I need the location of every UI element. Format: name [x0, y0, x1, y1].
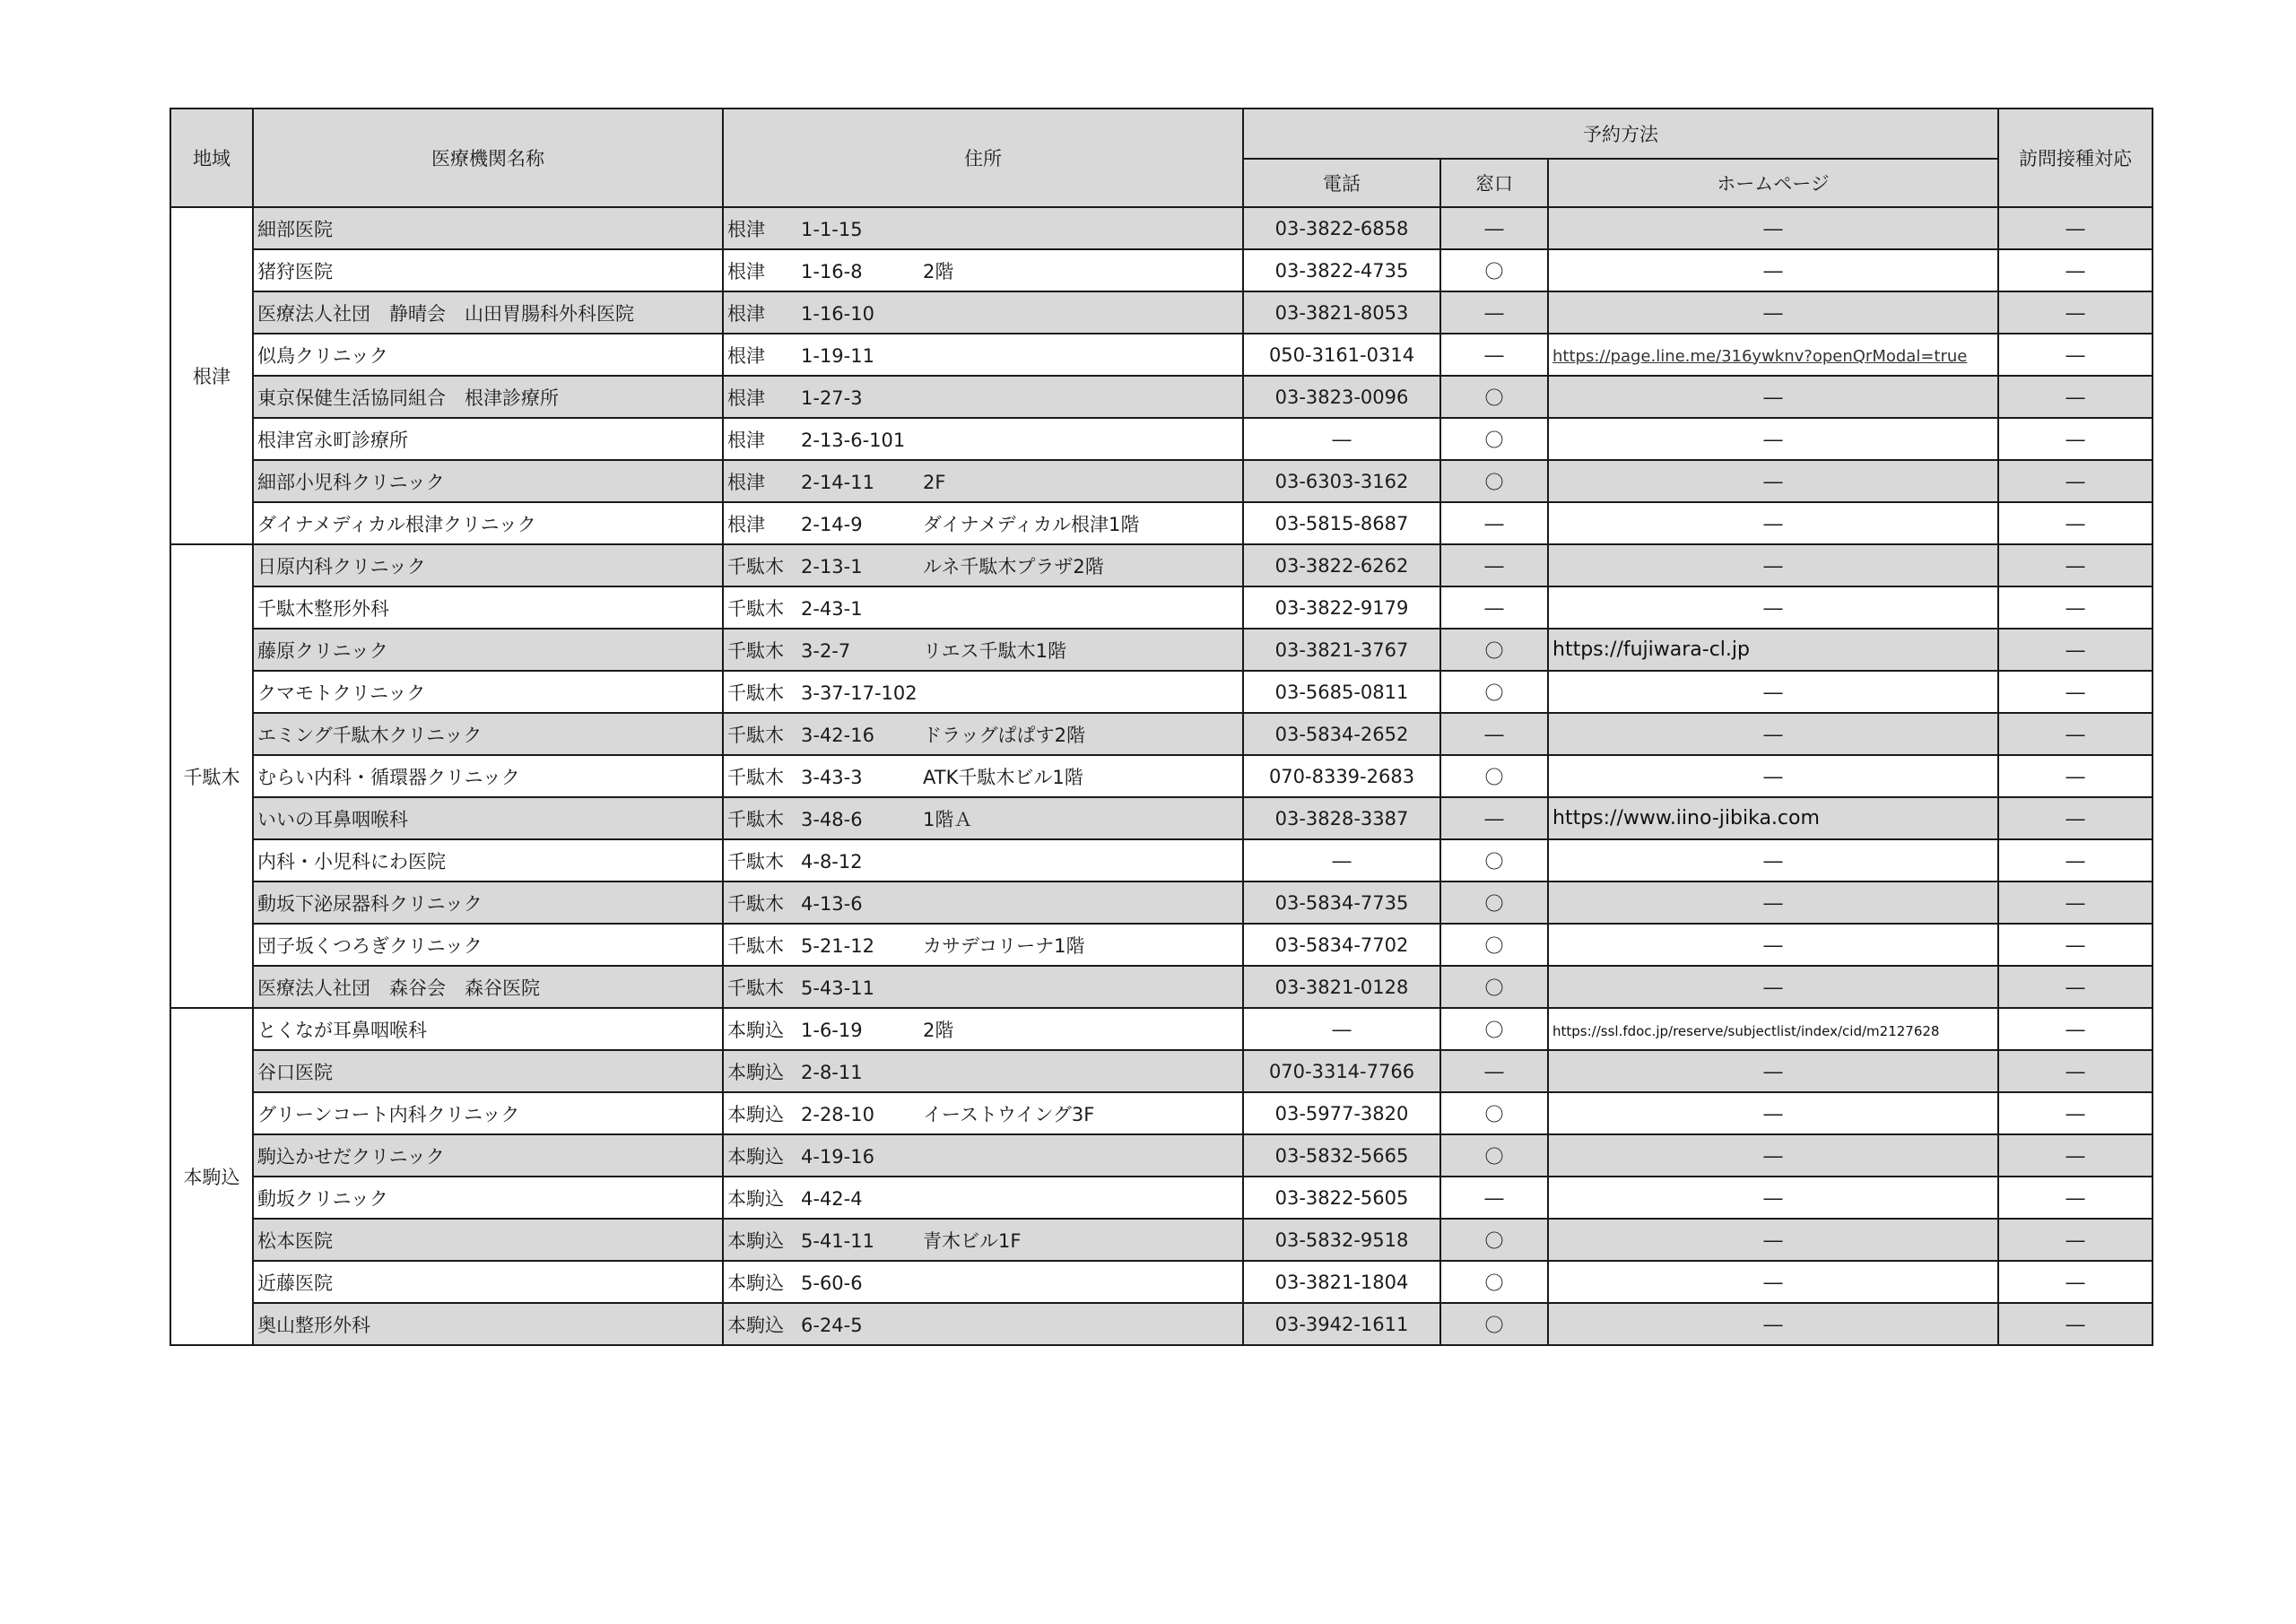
clinic-name: 動坂下泌尿器科クリニック [253, 881, 723, 924]
homepage-value: ― [1763, 1102, 1783, 1125]
address-number: 3-42-16 [801, 724, 874, 746]
clinic-name: グリーンコート内科クリニック [253, 1092, 723, 1134]
homepage-value: ― [1763, 681, 1783, 703]
table-row [170, 713, 2152, 755]
homepage-cell [1548, 544, 1998, 586]
phone-cell: 03-5815-8687 [1243, 502, 1440, 544]
homepage-cell [1548, 1050, 1998, 1092]
homepage-value: ― [1763, 470, 1783, 492]
counter-cell: 〇 [1440, 755, 1548, 797]
homepage-cell [1548, 1261, 1998, 1303]
home-visit-cell: ― [1998, 586, 2152, 629]
homepage-value: ― [1763, 1144, 1783, 1167]
clinic-address [723, 1008, 1243, 1050]
phone-cell: 03-5977-3820 [1243, 1092, 1440, 1134]
clinic-address [723, 881, 1243, 924]
table-row [170, 291, 2152, 334]
address-district: 千駄木 [727, 977, 784, 999]
phone-cell: 070-3314-7766 [1243, 1050, 1440, 1092]
homepage-cell [1548, 376, 1998, 418]
table-row [170, 376, 2152, 418]
clinic-address [723, 1177, 1243, 1219]
homepage-cell [1548, 249, 1998, 291]
home-visit-cell: ― [1998, 207, 2152, 249]
phone-cell: 03-5685-0811 [1243, 671, 1440, 713]
table-row [170, 502, 2152, 544]
header-home-visit: 訪問接種対応 [1998, 109, 2152, 207]
clinic-name: 東京保健生活協同組合 根津診療所 [253, 376, 723, 418]
address-number: 3-48-6 [801, 808, 863, 830]
homepage-cell [1548, 418, 1998, 460]
address-number: 4-42-4 [801, 1187, 863, 1210]
clinic-name: いいの耳鼻咽喉科 [253, 797, 723, 839]
table-row [170, 755, 2152, 797]
homepage-link[interactable]: https://page.line.me/316ywknv?openQrModal=true [1552, 346, 1968, 366]
counter-cell: ― [1440, 502, 1548, 544]
counter-cell: ― [1440, 207, 1548, 249]
phone-cell: ― [1243, 839, 1440, 881]
table-header [170, 109, 2152, 207]
homepage-value: ― [1763, 428, 1783, 450]
home-visit-cell: ― [1998, 249, 2152, 291]
clinic-address [723, 713, 1243, 755]
home-visit-cell: ― [1998, 755, 2152, 797]
clinic-address [723, 502, 1243, 544]
homepage-cell [1548, 671, 1998, 713]
homepage-cell [1548, 629, 1998, 671]
clinic-address [723, 207, 1243, 249]
homepage-value: ― [1763, 596, 1783, 619]
homepage-value: ― [1763, 765, 1783, 787]
address-district: 根津 [727, 302, 765, 325]
phone-cell: 03-3821-0128 [1243, 966, 1440, 1008]
clinic-address [723, 249, 1243, 291]
homepage-cell [1548, 334, 1998, 376]
home-visit-cell: ― [1998, 966, 2152, 1008]
table-row [170, 460, 2152, 502]
homepage-value: ― [1763, 259, 1783, 282]
address-number: 3-37-17-102 [801, 682, 918, 704]
clinic-name: 千駄木整形外科 [253, 586, 723, 629]
homepage-cell [1548, 207, 1998, 249]
counter-cell: 〇 [1440, 881, 1548, 924]
address-number: 6-24-5 [801, 1314, 863, 1336]
homepage-cell [1548, 713, 1998, 755]
homepage-link[interactable]: https://www.iino-jibika.com [1552, 807, 1820, 829]
clinic-name: 細部医院 [253, 207, 723, 249]
clinic-address [723, 1219, 1243, 1261]
clinic-name: 駒込かせだクリニック [253, 1134, 723, 1177]
home-visit-cell: ― [1998, 334, 2152, 376]
homepage-cell [1548, 586, 1998, 629]
clinic-address [723, 544, 1243, 586]
counter-cell: 〇 [1440, 629, 1548, 671]
address-number: 2-28-10 [801, 1103, 874, 1125]
homepage-value: ― [1763, 386, 1783, 408]
clinic-address [723, 586, 1243, 629]
address-district: 千駄木 [727, 934, 784, 957]
address-number: 5-43-11 [801, 977, 874, 999]
address-district: 本駒込 [727, 1103, 784, 1125]
table-row [170, 1134, 2152, 1177]
counter-cell: ― [1440, 586, 1548, 629]
address-district: 千駄木 [727, 555, 784, 578]
homepage-cell [1548, 966, 1998, 1008]
home-visit-cell: ― [1998, 544, 2152, 586]
clinic-name: 根津宮永町診療所 [253, 418, 723, 460]
address-building: ダイナメディカル根津1階 [923, 513, 1140, 535]
address-district: 千駄木 [727, 682, 784, 704]
clinic-name: 動坂クリニック [253, 1177, 723, 1219]
phone-cell: 03-5832-5665 [1243, 1134, 1440, 1177]
clinic-address [723, 291, 1243, 334]
home-visit-cell: ― [1998, 797, 2152, 839]
region-cell: 千駄木 [170, 544, 253, 1008]
home-visit-cell: ― [1998, 1303, 2152, 1345]
homepage-cell [1548, 755, 1998, 797]
clinic-name: 日原内科クリニック [253, 544, 723, 586]
table-row [170, 1261, 2152, 1303]
homepage-cell [1548, 502, 1998, 544]
phone-cell: 03-3822-6262 [1243, 544, 1440, 586]
phone-cell: 070-8339-2683 [1243, 755, 1440, 797]
address-district: 根津 [727, 386, 765, 409]
homepage-value: ― [1763, 1060, 1783, 1082]
phone-cell: 03-5832-9518 [1243, 1219, 1440, 1261]
address-building: 2階 [923, 1019, 954, 1041]
address-number: 5-60-6 [801, 1272, 863, 1294]
table-row [170, 1219, 2152, 1261]
home-visit-cell: ― [1998, 1219, 2152, 1261]
table-row [170, 249, 2152, 291]
phone-cell: ― [1243, 418, 1440, 460]
phone-cell: 03-3821-1804 [1243, 1261, 1440, 1303]
address-number: 2-14-9 [801, 513, 863, 535]
table-row [170, 966, 2152, 1008]
homepage-cell [1548, 1303, 1998, 1345]
homepage-value: ― [1763, 976, 1783, 998]
address-building: ドラッグぱぱす2階 [923, 724, 1085, 746]
home-visit-cell: ― [1998, 418, 2152, 460]
clinic-name: クマモトクリニック [253, 671, 723, 713]
header-region: 地域 [170, 109, 253, 207]
header-address: 住所 [723, 109, 1243, 207]
clinic-name: 団子坂くつろぎクリニック [253, 924, 723, 966]
phone-cell: 03-3821-3767 [1243, 629, 1440, 671]
clinic-address [723, 1261, 1243, 1303]
counter-cell: 〇 [1440, 1134, 1548, 1177]
clinic-address [723, 671, 1243, 713]
clinic-table [170, 108, 2153, 1346]
address-building: 2階 [923, 260, 954, 282]
clinic-name: とくなが耳鼻咽喉科 [253, 1008, 723, 1050]
address-district: 本駒込 [727, 1314, 784, 1336]
home-visit-cell: ― [1998, 881, 2152, 924]
address-number: 5-41-11 [801, 1229, 874, 1252]
homepage-value: ― [1763, 1229, 1783, 1251]
home-visit-cell: ― [1998, 839, 2152, 881]
clinic-table-sheet [170, 108, 2152, 1346]
homepage-link[interactable]: https://ssl.fdoc.jp/reserve/subjectlist/index/cid/m2127628 [1552, 1022, 1940, 1039]
homepage-cell [1548, 1008, 1998, 1050]
address-district: 根津 [727, 260, 765, 282]
address-number: 2-43-1 [801, 597, 863, 620]
counter-cell: ― [1440, 1177, 1548, 1219]
clinic-address [723, 924, 1243, 966]
home-visit-cell: ― [1998, 460, 2152, 502]
address-district: 根津 [727, 471, 765, 493]
phone-cell: ― [1243, 1008, 1440, 1050]
address-district: 本駒込 [727, 1145, 784, 1168]
address-building: イーストウイング3F [923, 1103, 1095, 1125]
homepage-cell [1548, 839, 1998, 881]
table-row [170, 671, 2152, 713]
homepage-value: ― [1763, 1271, 1783, 1293]
homepage-link[interactable]: https://fujiwara-cl.jp [1552, 638, 1750, 661]
homepage-value: ― [1763, 723, 1783, 745]
homepage-cell [1548, 924, 1998, 966]
counter-cell: 〇 [1440, 1303, 1548, 1345]
homepage-cell [1548, 291, 1998, 334]
address-number: 3-2-7 [801, 639, 851, 662]
table-row [170, 881, 2152, 924]
phone-cell: 03-6303-3162 [1243, 460, 1440, 502]
address-district: 根津 [727, 218, 765, 240]
address-district: 本駒込 [727, 1061, 784, 1083]
homepage-value: ― [1763, 512, 1783, 534]
address-building: ATK千駄木ビル1階 [923, 766, 1083, 788]
address-district: 本駒込 [727, 1019, 784, 1041]
clinic-address [723, 839, 1243, 881]
homepage-value: ― [1763, 934, 1783, 956]
counter-cell: 〇 [1440, 671, 1548, 713]
homepage-cell [1548, 1219, 1998, 1261]
home-visit-cell: ― [1998, 629, 2152, 671]
counter-cell: 〇 [1440, 924, 1548, 966]
address-number: 1-1-15 [801, 218, 863, 240]
home-visit-cell: ― [1998, 291, 2152, 334]
clinic-name: 内科・小児科にわ医院 [253, 839, 723, 881]
address-number: 4-19-16 [801, 1145, 874, 1168]
address-number: 2-13-6-101 [801, 429, 906, 451]
clinic-name: エミング千駄木クリニック [253, 713, 723, 755]
home-visit-cell: ― [1998, 1092, 2152, 1134]
home-visit-cell: ― [1998, 376, 2152, 418]
phone-cell: 03-3942-1611 [1243, 1303, 1440, 1345]
address-number: 3-43-3 [801, 766, 863, 788]
homepage-value: ― [1763, 554, 1783, 577]
homepage-cell [1548, 460, 1998, 502]
counter-cell: 〇 [1440, 1219, 1548, 1261]
clinic-address [723, 1092, 1243, 1134]
counter-cell: ― [1440, 797, 1548, 839]
header-counter: 窓口 [1440, 159, 1548, 207]
address-number: 2-8-11 [801, 1061, 863, 1083]
phone-cell: 050-3161-0314 [1243, 334, 1440, 376]
clinic-address [723, 629, 1243, 671]
table-row [170, 586, 2152, 629]
address-district: 千駄木 [727, 892, 784, 915]
clinic-name: 医療法人社団 森谷会 森谷医院 [253, 966, 723, 1008]
clinic-address [723, 460, 1243, 502]
table-body [170, 207, 2152, 1345]
counter-cell: ― [1440, 1050, 1548, 1092]
table-row [170, 544, 2152, 586]
table-row [170, 1303, 2152, 1345]
table-row [170, 839, 2152, 881]
phone-cell: 03-5834-2652 [1243, 713, 1440, 755]
header-reservation: 予約方法 [1243, 109, 1998, 159]
homepage-value: ― [1763, 849, 1783, 872]
counter-cell: 〇 [1440, 249, 1548, 291]
address-number: 1-16-10 [801, 302, 874, 325]
homepage-value: ― [1763, 891, 1783, 914]
address-building: リエス千駄木1階 [923, 639, 1066, 662]
address-district: 根津 [727, 344, 765, 367]
phone-cell: 03-5834-7735 [1243, 881, 1440, 924]
address-building: 青木ビル1F [923, 1229, 1022, 1252]
region-cell: 根津 [170, 207, 253, 544]
region-cell: 本駒込 [170, 1008, 253, 1345]
home-visit-cell: ― [1998, 1008, 2152, 1050]
table-row [170, 1008, 2152, 1050]
address-district: 根津 [727, 429, 765, 451]
address-district: 本駒込 [727, 1187, 784, 1210]
address-district: 千駄木 [727, 766, 784, 788]
homepage-cell [1548, 1092, 1998, 1134]
clinic-address [723, 376, 1243, 418]
address-district: 本駒込 [727, 1272, 784, 1294]
counter-cell: ― [1440, 544, 1548, 586]
table-row [170, 1050, 2152, 1092]
table-row [170, 207, 2152, 249]
address-number: 2-13-1 [801, 555, 863, 578]
home-visit-cell: ― [1998, 1050, 2152, 1092]
table-row [170, 629, 2152, 671]
clinic-name: 細部小児科クリニック [253, 460, 723, 502]
clinic-address [723, 418, 1243, 460]
phone-cell: 03-3828-3387 [1243, 797, 1440, 839]
homepage-value: ― [1763, 1186, 1783, 1209]
address-building: カサデコリーナ1階 [923, 934, 1085, 957]
address-number: 1-27-3 [801, 386, 863, 409]
clinic-address [723, 966, 1243, 1008]
address-number: 4-8-12 [801, 850, 863, 873]
home-visit-cell: ― [1998, 713, 2152, 755]
home-visit-cell: ― [1998, 1261, 2152, 1303]
home-visit-cell: ― [1998, 924, 2152, 966]
address-district: 本駒込 [727, 1229, 784, 1252]
counter-cell: 〇 [1440, 418, 1548, 460]
clinic-address [723, 1050, 1243, 1092]
header-name: 医療機関名称 [253, 109, 723, 207]
clinic-name: 近藤医院 [253, 1261, 723, 1303]
homepage-cell [1548, 797, 1998, 839]
counter-cell: 〇 [1440, 1092, 1548, 1134]
homepage-value: ― [1763, 301, 1783, 324]
address-building: ルネ千駄木プラザ2階 [923, 555, 1104, 578]
clinic-name: 谷口医院 [253, 1050, 723, 1092]
address-building: 2F [923, 471, 946, 493]
phone-cell: 03-3822-5605 [1243, 1177, 1440, 1219]
clinic-name: むらい内科・循環器クリニック [253, 755, 723, 797]
home-visit-cell: ― [1998, 502, 2152, 544]
clinic-name: 医療法人社団 静晴会 山田胃腸科外科医院 [253, 291, 723, 334]
phone-cell: 03-5834-7702 [1243, 924, 1440, 966]
clinic-name: 藤原クリニック [253, 629, 723, 671]
counter-cell: 〇 [1440, 460, 1548, 502]
homepage-value: ― [1763, 217, 1783, 239]
table-row [170, 797, 2152, 839]
address-number: 5-21-12 [801, 934, 874, 957]
address-district: 千駄木 [727, 724, 784, 746]
clinic-name: 松本医院 [253, 1219, 723, 1261]
counter-cell: 〇 [1440, 1261, 1548, 1303]
address-building: 1階Ａ [923, 808, 973, 830]
address-district: 千駄木 [727, 597, 784, 620]
clinic-address [723, 334, 1243, 376]
address-district: 根津 [727, 513, 765, 535]
address-district: 千駄木 [727, 850, 784, 873]
counter-cell: 〇 [1440, 966, 1548, 1008]
homepage-cell [1548, 1177, 1998, 1219]
address-district: 千駄木 [727, 639, 784, 662]
counter-cell: ― [1440, 334, 1548, 376]
phone-cell: 03-3822-4735 [1243, 249, 1440, 291]
phone-cell: 03-3822-9179 [1243, 586, 1440, 629]
counter-cell: 〇 [1440, 1008, 1548, 1050]
counter-cell: ― [1440, 713, 1548, 755]
counter-cell: 〇 [1440, 376, 1548, 418]
homepage-value: ― [1763, 1313, 1783, 1335]
counter-cell: ― [1440, 291, 1548, 334]
phone-cell: 03-3822-6858 [1243, 207, 1440, 249]
table-row [170, 1092, 2152, 1134]
clinic-name: 奥山整形外科 [253, 1303, 723, 1345]
counter-cell: 〇 [1440, 839, 1548, 881]
phone-cell: 03-3823-0096 [1243, 376, 1440, 418]
clinic-address [723, 1134, 1243, 1177]
clinic-name: 似鳥クリニック [253, 334, 723, 376]
homepage-cell [1548, 1134, 1998, 1177]
table-row [170, 418, 2152, 460]
address-number: 2-14-11 [801, 471, 874, 493]
home-visit-cell: ― [1998, 671, 2152, 713]
address-number: 1-16-8 [801, 260, 863, 282]
table-row [170, 1177, 2152, 1219]
phone-cell: 03-3821-8053 [1243, 291, 1440, 334]
address-number: 1-19-11 [801, 344, 874, 367]
address-number: 1-6-19 [801, 1019, 863, 1041]
address-number: 4-13-6 [801, 892, 863, 915]
clinic-address [723, 755, 1243, 797]
header-phone: 電話 [1243, 159, 1440, 207]
table-row [170, 334, 2152, 376]
clinic-address [723, 1303, 1243, 1345]
clinic-name: 猪狩医院 [253, 249, 723, 291]
clinic-name: ダイナメディカル根津クリニック [253, 502, 723, 544]
address-district: 千駄木 [727, 808, 784, 830]
table-row [170, 924, 2152, 966]
homepage-cell [1548, 881, 1998, 924]
home-visit-cell: ― [1998, 1134, 2152, 1177]
home-visit-cell: ― [1998, 1177, 2152, 1219]
header-homepage: ホームページ [1548, 159, 1998, 207]
clinic-address [723, 797, 1243, 839]
